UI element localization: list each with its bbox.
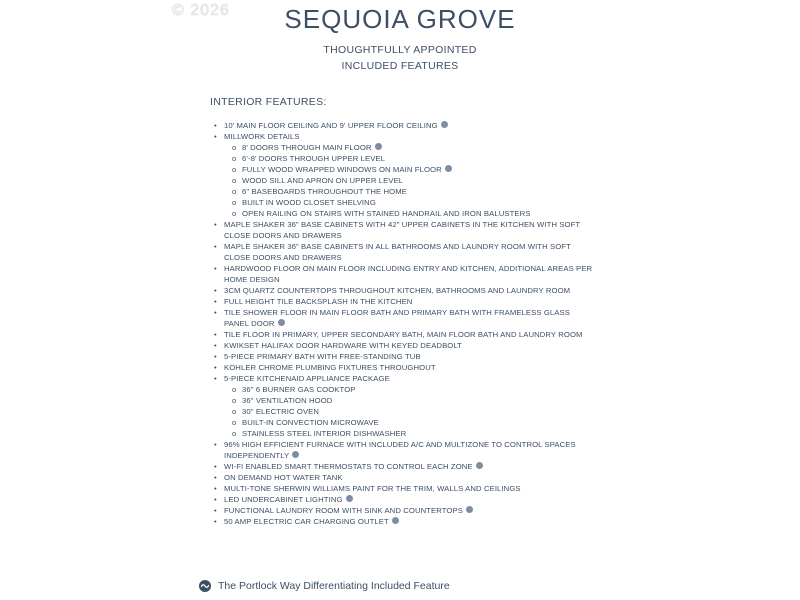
feature-item: [214, 439, 594, 461]
sub-bullet-icon: o: [232, 385, 237, 394]
feature-text: HARDWOOD FLOOR ON MAIN FLOOR INCLUDING ENTRY AND KITCHEN, ADDITIONAL AREAS PER HOME DESIGN: [224, 264, 593, 284]
feature-sub-text: 30" ELECTRIC OVEN: [242, 407, 320, 416]
bullet-icon: •: [214, 132, 217, 141]
feature-item: [214, 516, 594, 527]
feature-text: 50 AMP ELECTRIC CAR CHARGING OUTLET: [224, 517, 389, 526]
bullet-icon: •: [214, 363, 217, 372]
bullet-icon: •: [214, 352, 217, 361]
bullet-icon: •: [214, 286, 217, 295]
feature-text: MAPLE SHAKER 36" BASE CABINETS IN ALL BATHROOMS AND LAUNDRY ROOM WITH SOFT CLOSE DOORS AND DRAWERS: [224, 242, 571, 262]
feature-sub-item: [214, 417, 594, 428]
bullet-icon: •: [214, 374, 217, 383]
feature-text: 10' MAIN FLOOR CEILING AND 9' UPPER FLOOR CEILING: [224, 121, 438, 130]
feature-item: [214, 296, 594, 307]
sub-bullet-icon: o: [232, 176, 237, 185]
feature-text: TILE FLOOR IN PRIMARY, UPPER SECONDARY BATH, MAIN FLOOR BATH AND LAUNDRY ROOM: [224, 330, 583, 339]
feature-item: [214, 340, 594, 351]
differentiator-badge-icon: [346, 495, 353, 502]
sub-bullet-icon: o: [232, 418, 237, 427]
differentiator-badge-icon: [445, 165, 452, 172]
bullet-icon: •: [214, 297, 217, 306]
feature-text: KWIKSET HALIFAX DOOR HARDWARE WITH KEYED DEADBOLT: [224, 341, 462, 350]
feature-item: [214, 472, 594, 483]
feature-item: [214, 241, 594, 263]
feature-item: [214, 131, 594, 142]
bullet-icon: •: [214, 517, 217, 526]
differentiator-badge-icon: [466, 506, 473, 513]
section-heading: INTERIOR FEATURES:: [210, 96, 327, 108]
feature-sub-item: [214, 186, 594, 197]
feature-sub-text: BUILT-IN CONVECTION MICROWAVE: [242, 418, 379, 427]
feature-item: [214, 263, 594, 285]
feature-item: [214, 505, 594, 516]
feature-item: [214, 307, 594, 329]
feature-text: LED UNDERCABINET LIGHTING: [224, 495, 343, 504]
feature-text: MULTI-TONE SHERWIN WILLIAMS PAINT FOR THE TRIM, WALLS AND CEILINGS: [224, 484, 521, 493]
differentiator-badge-icon: [278, 319, 285, 326]
feature-text: FUNCTIONAL LAUNDRY ROOM WITH SINK AND COUNTERTOPS: [224, 506, 463, 515]
feature-sub-text: BUILT IN WOOD CLOSET SHELVING: [242, 198, 376, 207]
feature-item: [214, 329, 594, 340]
feature-text: 96% HIGH EFFICIENT FURNACE WITH INCLUDED A/C AND MULTIZONE TO CONTROL SPACES INDEPENDENTLY: [224, 440, 576, 460]
portlock-wave-icon: [199, 580, 211, 592]
feature-sub-item: [214, 164, 594, 175]
bullet-icon: •: [214, 220, 217, 229]
bullet-icon: •: [214, 308, 217, 317]
sub-bullet-icon: o: [232, 165, 237, 174]
feature-text: FULL HEIGHT TILE BACKSPLASH IN THE KITCHEN: [224, 297, 413, 306]
sub-bullet-icon: o: [232, 198, 237, 207]
differentiator-badge-icon: [441, 121, 448, 128]
differentiator-badge-icon: [375, 143, 382, 150]
differentiator-badge-icon: [292, 451, 299, 458]
feature-sub-item: [214, 406, 594, 417]
sub-bullet-icon: o: [232, 187, 237, 196]
bullet-icon: •: [214, 506, 217, 515]
feature-text: 5-PIECE KITCHENAID APPLIANCE PACKAGE: [224, 374, 390, 383]
feature-item: [214, 494, 594, 505]
feature-item: [214, 351, 594, 362]
bullet-icon: •: [214, 440, 217, 449]
feature-sub-item: [214, 153, 594, 164]
copyright-watermark: © 2026: [172, 2, 230, 19]
feature-text: WI-FI ENABLED SMART THERMOSTATS TO CONTROL EACH ZONE: [224, 462, 473, 471]
feature-sub-text: WOOD SILL AND APRON ON UPPER LEVEL: [242, 176, 404, 185]
bullet-icon: •: [214, 462, 217, 471]
sub-bullet-icon: o: [232, 429, 237, 438]
feature-sub-item: [214, 428, 594, 439]
bullet-icon: •: [214, 264, 217, 273]
feature-text: 3CM QUARTZ COUNTERTOPS THROUGHOUT KITCHEN, BATHROOMS AND LAUNDRY ROOM: [224, 286, 571, 295]
bullet-icon: •: [214, 484, 217, 493]
bullet-icon: •: [214, 473, 217, 482]
sub-bullet-icon: o: [232, 154, 237, 163]
feature-sub-item: [214, 175, 594, 186]
feature-text: ON DEMAND HOT WATER TANK: [224, 473, 343, 482]
feature-sub-item: [214, 197, 594, 208]
feature-sub-item: [214, 208, 594, 219]
feature-sub-item: [214, 395, 594, 406]
bullet-icon: •: [214, 330, 217, 339]
feature-sub-text: 6" BASEBOARDS THROUGHOUT THE HOME: [242, 187, 407, 196]
feature-item: [214, 362, 594, 373]
footer-text: The Portlock Way Differentiating Included Feature: [218, 580, 450, 592]
sub-bullet-icon: o: [232, 143, 237, 152]
subtitle-line-2: INCLUDED FEATURES: [341, 60, 459, 72]
sub-bullet-icon: o: [232, 209, 237, 218]
feature-sub-item: [214, 142, 594, 153]
bullet-icon: •: [214, 495, 217, 504]
feature-text: MAPLE SHAKER 36" BASE CABINETS WITH 42" UPPER CABINETS IN THE KITCHEN WITH SOFT CLOSE DOORS AND DRAWERS: [224, 220, 581, 240]
subtitle-line-1: THOUGHTFULLY APPOINTED: [323, 44, 477, 56]
bullet-icon: •: [214, 242, 217, 251]
feature-text: TILE SHOWER FLOOR IN MAIN FLOOR BATH AND PRIMARY BATH WITH FRAMELESS GLASS PANEL DOOR: [224, 308, 570, 328]
feature-sub-text: 8' DOORS THROUGH MAIN FLOOR: [242, 143, 372, 152]
feature-sub-text: 36" VENTILATION HOOD: [242, 396, 333, 405]
feature-text: KOHLER CHROME PLUMBING FIXTURES THROUGHOUT: [224, 363, 436, 372]
feature-sub-text: FULLY WOOD WRAPPED WINDOWS ON MAIN FLOOR: [242, 165, 442, 174]
feature-list: [214, 120, 594, 527]
feature-item: [214, 219, 594, 241]
feature-sub-text: OPEN RAILING ON STAIRS WITH STAINED HANDRAIL AND IRON BALUSTERS: [242, 209, 531, 218]
feature-sub-text: STAINLESS STEEL INTERIOR DISHWASHER: [242, 429, 407, 438]
feature-item: [214, 285, 594, 296]
differentiator-badge-icon: [392, 517, 399, 524]
feature-sub-text: 36" 6 BURNER GAS COOKTOP: [242, 385, 356, 394]
feature-text: MILLWORK DETAILS: [224, 132, 300, 141]
feature-item: [214, 483, 594, 494]
feature-sub-text: 6'-8' DOORS THROUGH UPPER LEVEL: [242, 154, 386, 163]
feature-item: [214, 461, 594, 472]
differentiator-badge-icon: [476, 462, 483, 469]
brand-title: SEQUOIA GROVE: [284, 4, 516, 34]
bullet-icon: •: [214, 341, 217, 350]
footer-legend: [199, 580, 450, 592]
feature-item: [214, 120, 594, 131]
bullet-icon: •: [214, 121, 217, 130]
sub-bullet-icon: o: [232, 407, 237, 416]
feature-item: [214, 373, 594, 384]
feature-sub-item: [214, 384, 594, 395]
feature-text: 5-PIECE PRIMARY BATH WITH FREE-STANDING TUB: [224, 352, 421, 361]
sub-bullet-icon: o: [232, 396, 237, 405]
